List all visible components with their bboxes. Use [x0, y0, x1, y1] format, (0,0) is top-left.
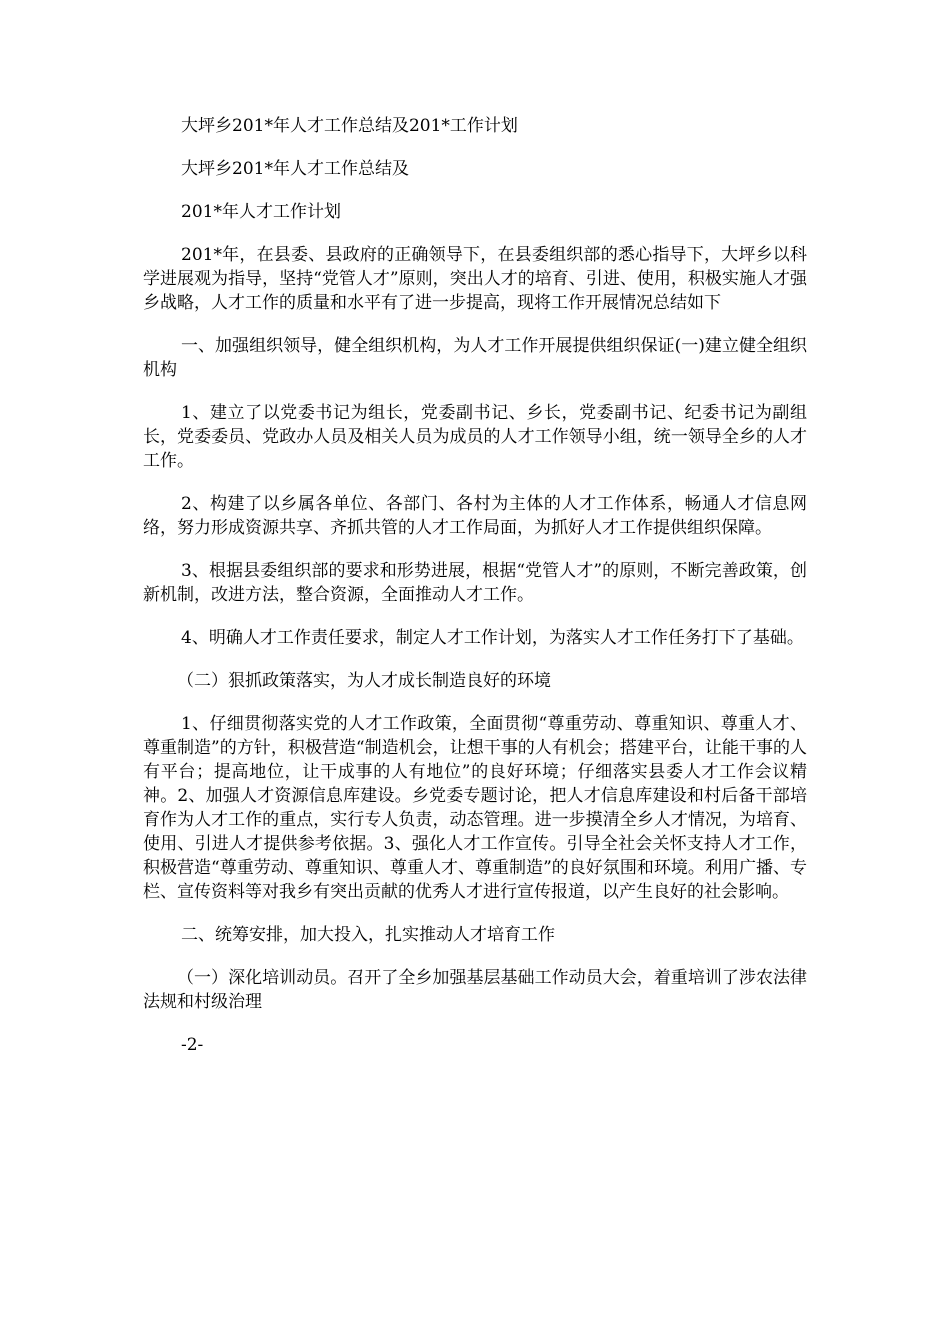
section-1-subheading-2: （二）狠抓政策落实，为人才成长制造良好的环境: [177, 671, 551, 691]
section-1-item-2: 2、构建了以乡属各单位、各部门、各村为主体的人才工作体系，畅通人才信息网络，努力形成资源共享、齐抓共管的人才工作局面，为抓好人才工作提供组织保障。: [143, 494, 807, 538]
intro-paragraph: 201*年，在县委、县政府的正确领导下，在县委组织部的悉心指导下，大坪乡以科学进展观为指导，坚持“党管人才”原则，突出人才的培育、引进、使用，积极实施人才强乡战略，人才工作的质量和水平有了进一步提高，现将工作开展情况总结如下: [143, 245, 807, 313]
document-subtitle-line-1: 大坪乡201*年人才工作总结及: [181, 159, 409, 179]
section-1-item-1: 1、建立了以党委书记为组长，党委副书记、乡长，党委副书记、纪委书记为副组长，党委委员、党政办人员及相关人员为成员的人才工作领导小组，统一领导全乡的人才工作。: [143, 403, 807, 471]
section-2-heading: 二、统筹安排，加大投入，扎实推动人才培育工作: [181, 925, 555, 945]
section-1-item-4: 4、明确人才工作责任要求，制定人才工作计划，为落实人才工作任务打下了基础。: [181, 628, 804, 648]
section-1-heading: 一、加强组织领导，健全组织机构，为人才工作开展提供组织保证(一)建立健全组织机构: [143, 336, 807, 380]
document-title: 大坪乡201*年人才工作总结及201*工作计划: [181, 116, 518, 136]
document-body: [143, 114, 807, 1076]
page-number: -2-: [181, 1035, 204, 1055]
document-subtitle-line-2: 201*年人才工作计划: [181, 202, 341, 222]
section-2-subsection-1: （一）深化培训动员。召开了全乡加强基层基础工作动员大会，着重培训了涉农法律法规和村级治理: [143, 968, 807, 1012]
section-1-subsection-2-body: 1、仔细贯彻落实党的人才工作政策，全面贯彻“尊重劳动、尊重知识、尊重人才、尊重制造”的方针，积极营造“制造机会，让想干事的人有机会；搭建平台，让能干事的人有平台；提高地位，让干成事的人有地位”的良好环境；仔细落实县委人才工作会议精神。2、加强人才资源信息库建设。乡党委专题讨论，把人才信息库建设和村后备干部培育作为人才工作的重点，实行专人负责，动态管理。进一步摸清全乡人才情况，为培育、使用、引进人才提供参考依据。3、强化人才工作宣传。引导全社会关怀支持人才工作，积极营造“尊重劳动、尊重知识、尊重人才、尊重制造”的良好氛围和环境。利用广播、专栏、宣传资料等对我乡有突出贡献的优秀人才进行宣传报道，以产生良好的社会影响。: [143, 714, 807, 902]
section-1-item-3: 3、根据县委组织部的要求和形势进展，根据“党管人才”的原则，不断完善政策，创新机制，改进方法，整合资源，全面推动人才工作。: [143, 561, 807, 605]
